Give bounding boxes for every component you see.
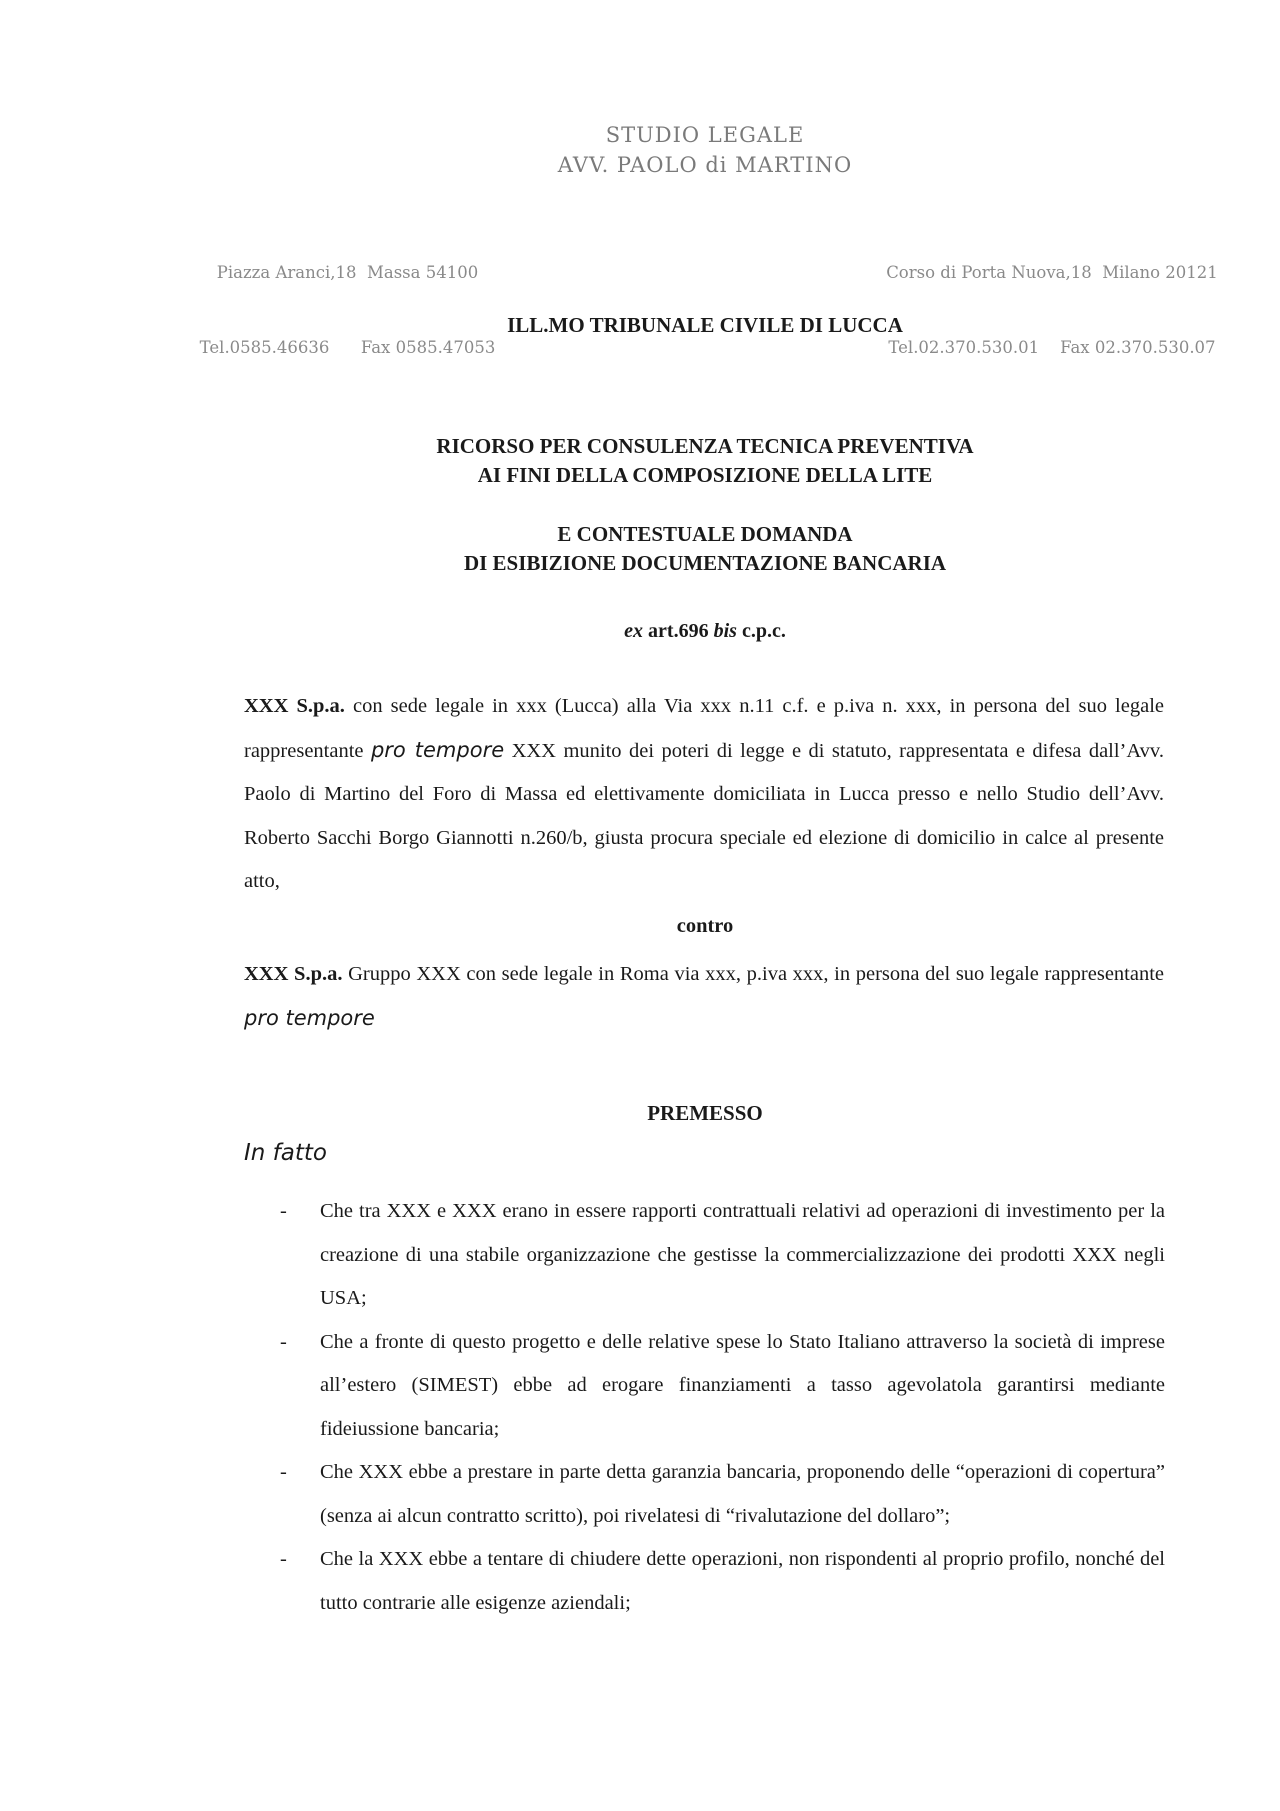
claimant-name: XXX S.p.a. <box>244 695 345 717</box>
list-item <box>280 1451 1165 1538</box>
claimant-text-b: XXX munito dei poteri di legge e di statuto, rappresentata e difesa dall’Avv. Paolo di Martino del Foro di Massa ed elettivamente domiciliata in Lucca presso e nello Studio dell’Avv. Roberto Sacchi Borgo Giannotti n.260/b, giusta procura speciale ed elezione di domicilio in calce al presente atto, <box>244 739 1164 892</box>
list-item-text: Che tra XXX e XXX erano in essere rapporti contrattuali relativi ad operazioni di investimento per la creazione di una stabile organizzazione che gestisse la commercializzazione dei prodotti XXX negli USA; <box>320 1200 1165 1309</box>
office-milano-contacts: Tel.02.370.530.01 Fax 02.370.530.07 <box>888 338 1216 357</box>
list-dash: - <box>280 1330 287 1353</box>
legal-reference <box>0 620 1280 643</box>
title-line-4: DI ESIBIZIONE DOCUMENTAZIONE BANCARIA <box>463 551 947 575</box>
title-line-3: E CONTESTUALE DOMANDA <box>557 522 853 546</box>
facts-list <box>280 1190 1165 1625</box>
legal-reference-cpc: c.p.c. <box>736 620 786 642</box>
letterhead-firm-name: STUDIO LEGALE <box>605 123 805 147</box>
office-massa-contacts: Tel.0585.46636 Fax 0585.47053 <box>199 338 496 357</box>
list-item <box>280 1538 1165 1625</box>
list-item-text: Che XXX ebbe a prestare in parte detta garanzia bancaria, proponendo delle “operazioni di copertura” (senza ai alcun contratto scritto), poi rivelatesi di “rivalutazione del dollaro”; <box>320 1461 1165 1527</box>
list-dash: - <box>280 1461 287 1483</box>
court-heading: ILL.MO TRIBUNALE CIVILE DI LUCCA <box>507 313 903 337</box>
legal-reference-art: art.696 <box>643 620 714 642</box>
claimant-text-a: con sede legale in xxx (Lucca) alla Via xxx n.11 c.f. e p.iva n. xxx, in persona del suo legale rappresentante <box>244 695 1164 762</box>
respondent-name: XXX S.p.a. <box>244 963 343 985</box>
claimant-pro-tempore: pro tempore <box>370 737 505 762</box>
title-line-2: AI FINI DELLA COMPOSIZIONE DELLA LITE <box>477 463 933 487</box>
office-massa <box>185 210 510 385</box>
letterhead-lawyer-name: AVV. PAOLO di MARTINO <box>557 153 853 177</box>
list-dash: - <box>280 1200 287 1222</box>
list-item <box>280 1321 1165 1452</box>
title-line-1: RICORSO PER CONSULENZA TECNICA PREVENTIVA <box>436 434 974 458</box>
document-title-block-1 <box>0 432 1280 490</box>
office-milano-address: Corso di Porta Nuova,18 Milano 20121 <box>886 263 1218 282</box>
document-title-block-2 <box>0 520 1280 578</box>
premesso-heading: PREMESSO <box>647 1101 763 1125</box>
in-fatto-subheading: In fatto <box>244 1140 327 1166</box>
legal-reference-bis: bis <box>713 620 737 642</box>
office-massa-address: Piazza Aranci,18 Massa 54100 <box>216 263 479 282</box>
list-dash: - <box>280 1548 287 1570</box>
office-milano <box>862 210 1242 385</box>
respondent-text-a: Gruppo XXX con sede legale in Roma via xxx, p.iva xxx, in persona del suo legale rappresentante <box>342 963 1165 985</box>
list-item-text: Che la XXX ebbe a tentare di chiudere dette operazioni, non rispondenti al proprio profilo, nonché del tutto contrarie alle esigenze aziendali; <box>320 1548 1165 1614</box>
respondent-paragraph <box>244 953 1164 1041</box>
contro-heading: contro <box>676 915 734 937</box>
list-item-text: Che a fronte di questo progetto e delle relative spese lo Stato Italiano attraverso la società di imprese all’estero (SIMEST) ebbe ad erogare finanziamenti a tasso agevolatola garantirsi mediante fideiussione bancaria; <box>320 1330 1165 1440</box>
list-item <box>280 1190 1165 1321</box>
respondent-pro-tempore: pro tempore <box>244 1005 375 1030</box>
legal-reference-ex: ex <box>624 620 644 642</box>
claimant-paragraph <box>244 685 1164 904</box>
letterhead <box>0 120 1280 180</box>
